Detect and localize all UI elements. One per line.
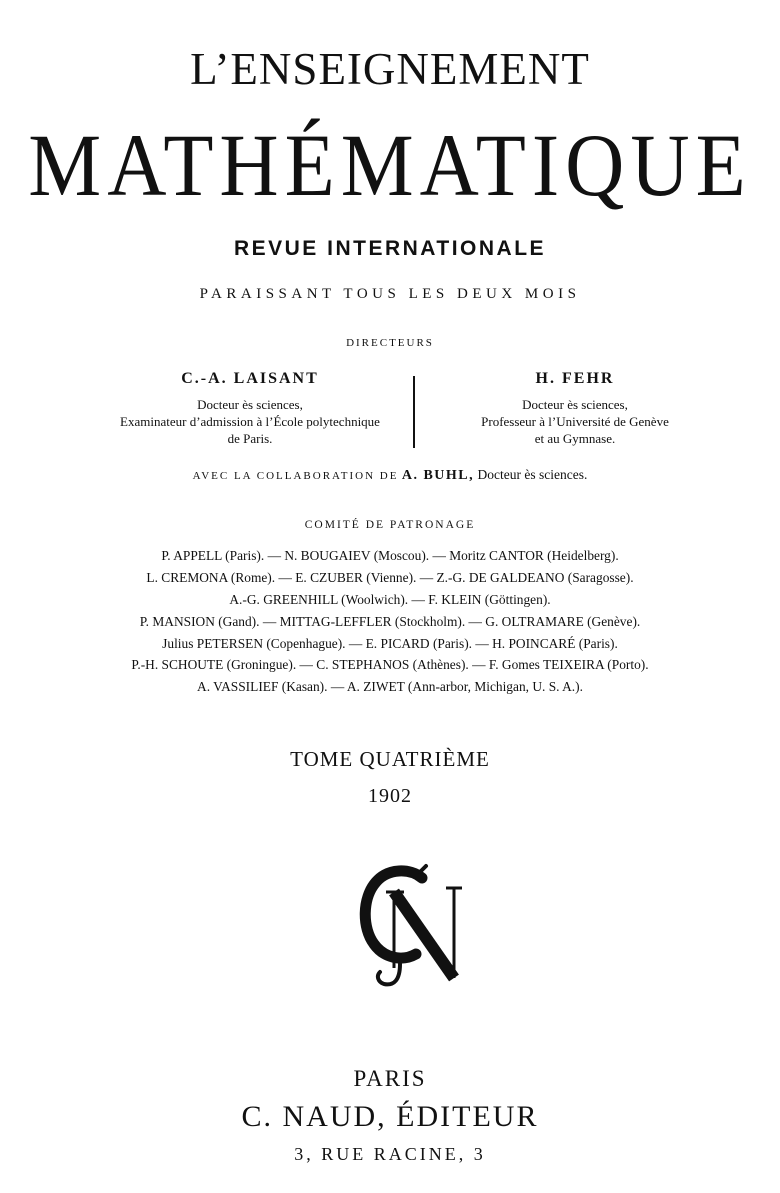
director-fehr [425,368,725,447]
collaboration-line [0,466,780,485]
publication-city: PARIS [353,1066,427,1091]
director-location: de Paris. [227,431,273,446]
volume-number: TOME QUATRIÈME [290,747,490,771]
committee-line: A.-G. GREENHILL (Woolwich). — F. KLEIN (Göttingen). [229,592,551,607]
journal-title-line2: MATHÉMATIQUE [28,115,752,215]
director-position: Professeur à l’Université de Genève [481,414,669,429]
director-credential: Docteur ès sciences, [522,397,628,412]
collaboration-prefix: AVEC LA COLLABORATION DE [192,470,399,482]
journal-title-line1: L’ENSEIGNEMENT [190,44,590,94]
committee-label: COMITÉ DE PATRONAGE [304,519,476,531]
journal-subtitle: REVUE INTERNATIONALE [233,237,547,260]
director-name: C.-A. LAISANT [181,370,319,387]
committee-line: P. MANSION (Gand). — MITTAG-LEFFLER (Stockholm). — G. OLTRAMARE (Genève). [139,614,641,629]
committee-line: P.-H. SCHOUTE (Groningue). — C. STEPHANOS (Athènes). — F. Gomes TEIXEIRA (Porto). [131,657,649,672]
committee-line: P. APPELL (Paris). — N. BOUGAIEV (Moscou). — Moritz CANTOR (Heidelberg). [161,548,619,563]
director-credential: Docteur ès sciences, [197,397,303,412]
publication-frequency: PARAISSANT TOUS LES DEUX MOIS [199,286,581,302]
publisher-address: 3, RUE RACINE, 3 [294,1144,486,1164]
volume-year: 1902 [368,785,412,807]
committee-line: L. CREMONA (Rome). — E. CZUBER (Vienne). — Z.-G. DE GALDEANO (Saragosse). [146,570,634,585]
director-laisant [85,368,415,447]
directors-label: DIRECTEURS [346,337,434,349]
director-name: H. FEHR [535,370,615,387]
director-position: Examinateur d’admission à l’École polytechnique [120,414,380,429]
director-location: et au Gymnase. [534,431,616,446]
committee-line: A. VASSILIEF (Kasan). — A. ZIWET (Ann-arbor, Michigan, U. S. A.). [197,679,583,694]
collaborator-name: A. BUHL, [401,468,475,483]
collaborator-credential: Docteur ès sciences. [477,467,588,482]
publisher-monogram-icon [350,862,470,992]
publisher-name: C. NAUD, ÉDITEUR [241,1100,539,1133]
committee-line: Julius PETERSEN (Copenhague). — E. PICARD (Paris). — H. POINCARÉ (Paris). [162,636,618,651]
directors-divider [413,376,415,448]
